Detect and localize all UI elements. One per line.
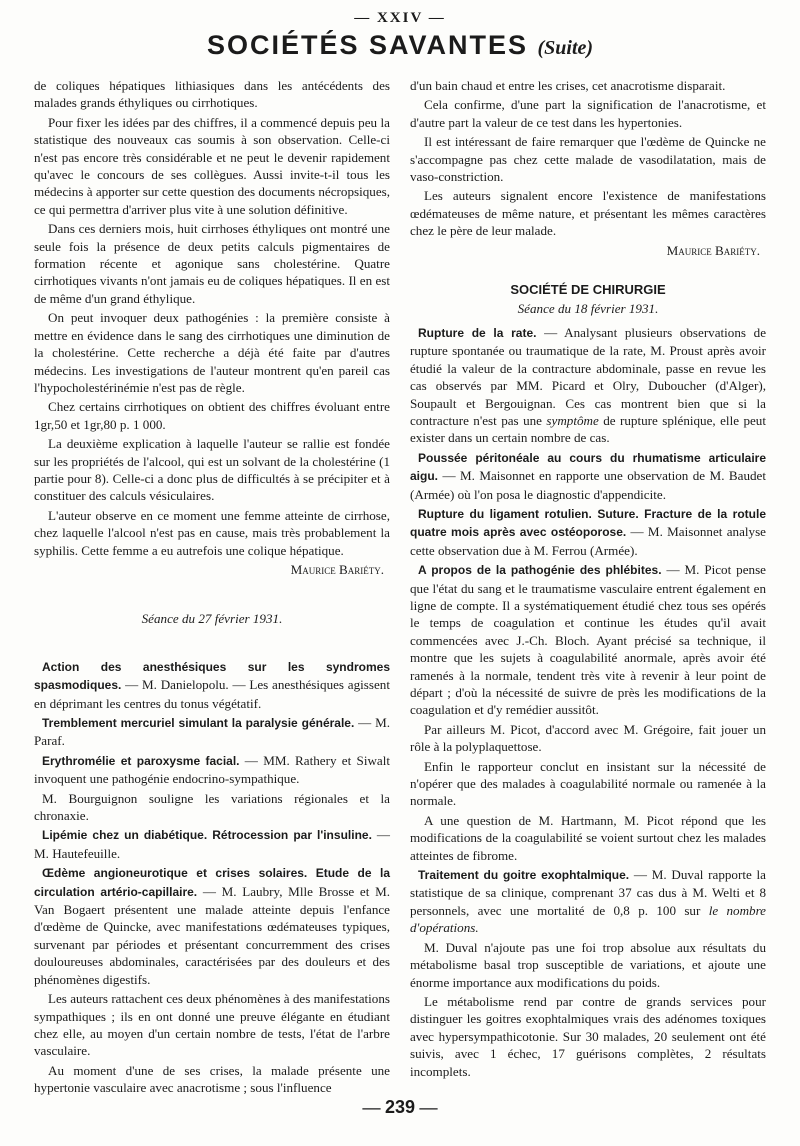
item-emphasis: le nombre d'opérations. [410,902,766,936]
item-title: A propos de la pathogénie des phlébites. [418,563,662,578]
item-text: — M. Duval rapporte la statistique de sa clinique, comprenant 37 cas dus à M. Welti et 8 personnels, avec une mortalité de 0,8 p. 100 sur [410,867,766,918]
title-suite: (Suite) [537,37,594,59]
paragraph: Il est intéressant de faire remarquer que l'œdème de Quincke ne s'accompagne pas chez cette malade de vasodilatation, mais de vaso-constriction. [410,134,766,185]
item-text: de rupture splénique, elle peut exister dans un certain nombre de cas. [410,412,766,446]
running-head-roman: — XXIV — [354,10,446,26]
paragraph: d'un bain chaud et entre les crises, cet anacrotisme disparait. [410,78,726,93]
item-text: — M. Danielopolu. — Les anesthésiques agissent en déprimant les centres du tonus végétatif. [34,677,390,711]
author-signature: Maurice Bariéty. [666,242,760,258]
communication-item [410,324,766,447]
page-title [0,30,800,61]
dash: — [362,1097,381,1117]
paragraph: A une question de M. Hartmann, M. Picot répond que les modifications de la coagulabilité se voient surtout chez les malades atteintes de fibrome. [410,812,766,863]
item-title: Rupture de la rate. [418,325,537,340]
communication-item [410,449,766,503]
item-text: — M. Paraf. [34,715,391,749]
item-text: — Analysant plusieurs observations de rupture spontanée ou traumatique de la rate, M. Proust après avoir étudié la valeur de la contracture abdominale, passe en revue les cas observés par MM. Picard et Olry, Duboucher (d'Alger), Soupault et Bergouignan. Ces cas montrent bien que si la contracture n'est pas une [410,324,767,428]
item-emphasis: symptôme [546,412,599,428]
paragraph: La deuxième explication à laquelle l'auteur se rallie est fondée sur les propriétés de l'alcool, qui est un solvant de la cholestérine (1 partie pour 8). Celle-ci a donc plus de difficultés à se précipiter et à constituer des calculs vésiculaires. [34,436,390,504]
paragraph: Le métabolisme rend par contre de grands services pour distinguer les goitres exophtalmiques vrais des adénomes toxiques avec hypersympathicotonie. Sur 30 malades, 20 seulement ont été suivis, avec 1 échec, 17 guérisons complètes, 2 résultats incomplets. [410,993,766,1079]
paragraph: Chez certains cirrhotiques on obtient des chiffres évoluant entre 1gr,50 et 1gr,80 p. 1 000. [34,399,390,432]
paragraph: Par ailleurs M. Picot, d'accord avec M. Grégoire, fait jouer un rôle à la polyplaquettose. [410,721,766,755]
communication-item [34,714,390,750]
paragraph: Les auteurs rattachent ces deux phénomènes à des manifestations sympathiques ; ils en ont donné une preuve élégante en étudiant chez elle, au moyen d'un certain nombre de tests, l'état de l'arbre vasculaire. [34,991,390,1059]
right-column [410,77,766,1082]
dash: — [419,1097,438,1117]
paragraph: L'auteur observe en ce moment une femme atteinte de cirrhose, chez laquelle l'alcool n'est pas en cause, mais très probablement la syphilis. Cette femme a eu autrefois une colique hépatique. [34,507,390,558]
item-title: Lipémie chez un diabétique. Rétrocession par l'insuline. [42,828,372,843]
society-heading: SOCIÉTÉ DE CHIRURGIE [510,282,666,298]
communication-item [410,505,766,559]
item-title: Action des anesthésiques sur les syndromes spasmodiques. [34,659,390,693]
communication-item [34,658,390,712]
item-text: — M. Maisonnet analyse cette observation due à M. Ferrou (Armée). [410,524,766,558]
left-column [34,77,390,1099]
paragraph: M. Bourguignon souligne les variations régionales et la chronaxie. [34,790,390,824]
title-text: SOCIÉTÉS SAVANTES [206,30,528,60]
session-date: Séance du 18 février 1931. [517,301,659,317]
communication-item [34,826,390,862]
communication-item [34,864,390,988]
item-title: Rupture du ligament rotulien. Suture. Fracture de la rotule quatre mois après avec ostéoporose. [410,506,766,540]
item-text: — MM. Rathery et Siwalt invoquent une pathogénie endocrino-sympathique. [34,752,390,787]
paragraph: Pour fixer les idées par des chiffres, il a commencé depuis peu la statistique des nouveaux cas soumis à son observation. Celle-ci n'est pas encore très considérable et ne peut le devenir rapidement qu'avec le concours de ses collègues. Aussi invite-t-il tous les médecins à apporter sur cette question des documents nécropsiques, ce qui permettra d'arriver plus vite à une solution définitive. [34,114,390,217]
item-title: Erythromélie et paroxysme facial. [42,753,240,768]
item-title: Traitement du goitre exophtalmique. [418,868,630,883]
communication-item [410,561,766,719]
paragraph: On peut invoquer deux pathogénies : la première consiste à mettre en évidence dans le sang des cirrhotiques une diminution de la cholestérine. Cette recherche a déjà été faite par d'autres médecins. Les investigations de l'auteur montrent qu'en pareil cas l'hypocholestérinémie n'est pas de règle. [34,310,390,395]
item-text: — M. Laubry, Mlle Brosse et M. Van Bogaert présentent une malade atteinte depuis l'enfance d'œdème de Quincke, avec manifestations œdémateuses typiques, survenant par périodes et présentant concurremment des crises douloureuses abdominales, caractérisées par des douleurs et des phénomènes digestifs. [34,883,390,987]
paragraph: Dans ces derniers mois, huit cirrhoses éthyliques ont montré une seule fois la présence de deux petits calculs pigmentaires de formation récente et agonique sans cholestérine. Quatre cirrhotiques vivants n'ont jamais eu de coliques hépatiques. Il en est de même d'un grand éthylique. [34,221,390,306]
page-number-value: 239 [384,1097,416,1117]
item-text: — M. Maisonnet en rapporte une observation de M. Baudet (Armée) où l'on posa le diagnostic d'appendicite. [410,468,766,502]
item-text: — M. Hautefeuille. [34,827,390,861]
item-title: Tremblement mercuriel simulant la paralysie générale. [42,716,355,730]
item-text: — M. Picot pense que l'état du sang et le traumatisme vasculaire entrent également en ligne de compte. Il a systématiquement étudié chez tous ses opérés le temps de coagulation et continue les études qu'il avait commencées avec J.-Ch. Bloch. Ayant précisé sa technique, il montre que les sujets à coagulabilité anormale, après avoir été ramenés à la normale, tendent très vite à revenir à leur point de départ ; d'où la nécessité de suivre de près les modifications de la coagulation et d'y remédier aussitôt. [410,562,766,718]
paragraph: de coliques hépatiques lithiasiques dans les antécédents des malades grands éthyliques ou cirrhotiques. [34,78,390,111]
paragraph: Cela confirme, d'une part la signification de l'anacrotisme, et d'autre part la valeur de ce test dans les hypertonies. [410,97,766,130]
communication-item [34,752,390,788]
paragraph: Les auteurs signalent encore l'existence de manifestations œdémateuses de même nature, et présentant les mêmes caractères chez le père de leur malade. [410,188,766,239]
paragraph: Au moment d'une de ses crises, la malade présente une hypertonie vasculaire avec anacrotisme ; sous l'influence [34,1062,390,1096]
page-number [0,1097,800,1118]
paragraph: M. Duval n'ajoute pas une foi trop absolue aux résultats du métabolisme basal trop susceptible de variations, et ajoute une énorme importance aux modifications du poids. [410,939,766,990]
item-title: Poussée péritonéale au cours du rhumatisme articulaire aigu. [410,450,766,484]
item-title: Œdème angioneurotique et crises solaires. Etude de la circulation artério-capillaire. [34,866,390,899]
paragraph: Enfin le rapporteur conclut en insistant sur la nécessité de n'opérer que des malades à coagulabilité normale ou ramenée à la normale. [410,758,766,809]
session-date: Séance du 27 février 1931. [141,611,283,627]
author-signature: Maurice Bariéty. [290,561,384,577]
communication-item [410,866,766,937]
